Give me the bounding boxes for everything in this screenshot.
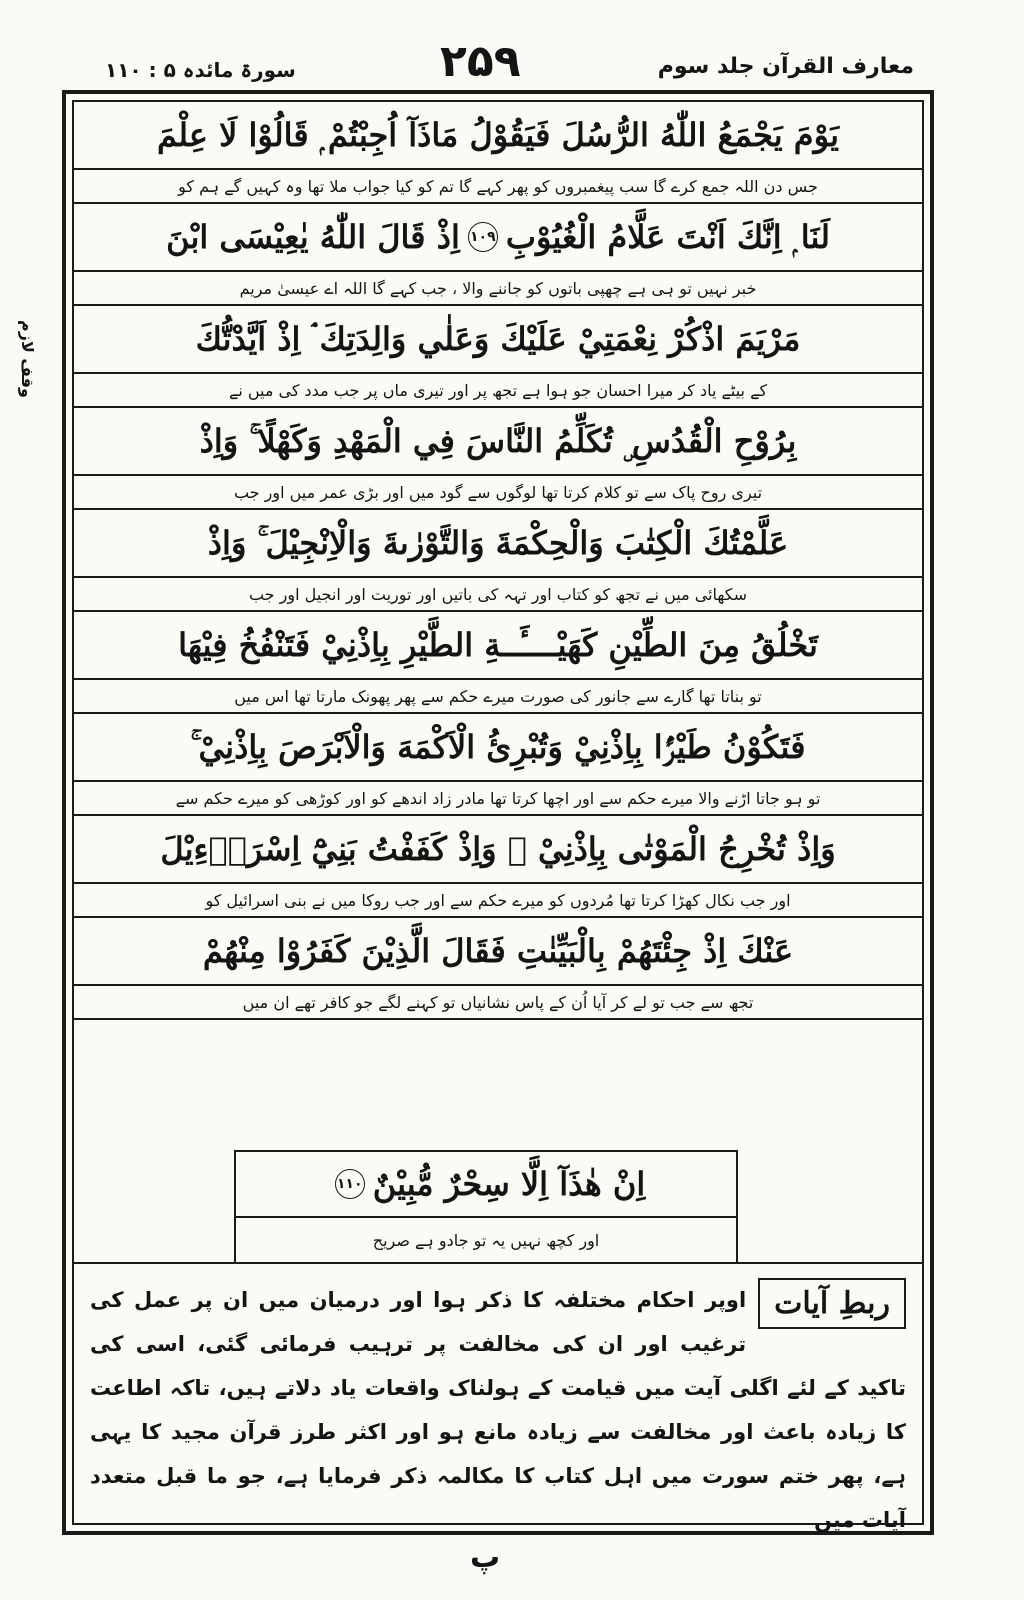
arabic-line: عَلَّمْتُكَ الْكِتٰبَ وَالْحِكْمَةَ وَالتَّوْرٰىةَ وَالْاِنْجِيْلَ ۚ وَاِذْ	[74, 510, 922, 578]
footer-mark: پ	[470, 1540, 501, 1575]
tafsir-paragraph: اوپر احکام مختلفہ کا ذکر ہوا اور درمیان میں ان پر عمل کی ترغیب اور ان کی مخالفت پر ترہیب فرمائی گئی، اسی کی تاکید کے لئے اگلی آیت میں قیامت کے ہولناک واقعات یاد دلاتے ہیں، تاکہ اطاعت کا زیادہ باعث اور مخالفت سے زیادہ مانع ہو اور اکثر طرز قرآن مجید کا یہی ہے، پھر ختم سورت میں اہل کتاب کا مکالمہ ذکر فرمایا ہے، جو ما قبل متعدد آیات میں	[90, 1288, 906, 1532]
translation-line: خبر نہیں تو ہی ہے چھپی باتوں کو جاننے والا ، جب کہے گا اللہ اے عیسیٰ مریم	[74, 272, 922, 306]
translation-line: تو بناتا تھا گارے سے جانور کی صورت میرے حکم سے پھر پھونک مارتا تھا اس میں	[74, 680, 922, 714]
inner-frame	[72, 100, 924, 1532]
page-number: ۲۵۹	[440, 36, 521, 87]
arabic-text: لَنَا ۭ اِنَّكَ اَنْتَ عَلَّامُ الْغُيُوْبِ	[505, 217, 830, 256]
verse-table	[74, 102, 922, 1146]
arabic-line: عَنْكَ اِذْ جِئْتَهُمْ بِالْبَيِّنٰتِ فَقَالَ الَّذِيْنَ كَفَرُوْا مِنْهُمْ	[74, 918, 922, 986]
translation-line: سکھائی میں نے تجھ کو کتاب اور تہہ کی باتیں اور توریت اور انجیل اور جب	[74, 578, 922, 612]
translation-line: تیری روح پاک سے تو کلام کرتا تھا لوگوں سے گود میں اور بڑی عمر میں اور جب	[74, 476, 922, 510]
section-divider	[74, 1262, 922, 1264]
arabic-text: اِذْ قَالَ اللّٰهُ يٰعِيْسَى ابْنَ	[166, 218, 460, 256]
translation-line: جس دن اللہ جمع کرے گا سب پیغمبروں کو پھر کہے گا تم کو کیا جواب ملا تھا وہ کہیں گے ہم کو	[74, 170, 922, 204]
text-frame	[62, 90, 934, 1535]
section-heading: ربطِ آیات	[758, 1278, 906, 1329]
arabic-line: يَوْمَ يَجْمَعُ اللّٰهُ الرُّسُلَ فَيَقُوْلُ مَاذَآ اُجِبْتُمْ ۭ قَالُوْا لَا عِلْمَ	[74, 102, 922, 170]
final-verse-box	[234, 1150, 738, 1264]
translation-line: کے بیٹے یاد کر میرا احسان جو ہوا ہے تجھ پر اور تیری ماں پر جب مدد کی میں نے	[74, 374, 922, 408]
surah-reference: سورۃ مائدہ ۵ : ۱۱۰	[105, 58, 296, 82]
arabic-line: وَاِذْ تُخْرِجُ الْمَوْتٰى بِاِذْنِيْ ۚ وَاِذْ كَفَفْتُ بَنِيْٓ اِسْرَاۗءِيْلَ	[74, 816, 922, 884]
arabic-text: اِنْ هٰذَآ اِلَّا سِحْرٌ مُّبِيْنٌ	[372, 1165, 646, 1203]
arabic-line	[74, 204, 922, 272]
ayah-number-marker: ۱۰۹	[468, 222, 498, 252]
translation-line: تجھ سے جب تو لے کر آیا اُن کے پاس نشانیاں تو کہنے لگے جو کافر تھے ان میں	[74, 986, 922, 1020]
tafsir-section	[90, 1278, 906, 1532]
translation-line: اور کچھ نہیں یہ تو جادو ہے صریح	[372, 1230, 600, 1250]
arabic-line: فَتَكُوْنُ طَيْرًۢا بِاِذْنِيْ وَتُبْرِئُ الْاَكْمَهَ وَالْاَبْرَصَ بِاِذْنِيْ ۚ	[74, 714, 922, 782]
page-header	[0, 28, 1024, 88]
arabic-line: تَخْلُقُ مِنَ الطِّيْنِ كَهَيْــــَٔــةِ الطَّيْرِ بِاِذْنِيْ فَتَنْفُخُ فِيْهَا	[74, 612, 922, 680]
translation-line: تو ہو جاتا اڑنے والا میرے حکم سے اور اچھا کرتا تھا مادر زاد اندھے کو اور کوڑھی کو میرے حکم سے	[74, 782, 922, 816]
translation-line: اور جب نکال کھڑا کرتا تھا مُردوں کو میرے حکم سے اور جب روکا میں نے بنی اسرائیل کو	[74, 884, 922, 918]
margin-note: وقف لازم	[18, 320, 37, 398]
book-title: معارف القرآن جلد سوم	[657, 54, 914, 79]
arabic-line: بِرُوْحِ الْقُدُسِ ۣ تُكَلِّمُ النَّاسَ فِي الْمَهْدِ وَكَهْلًا ۚ وَاِذْ	[74, 408, 922, 476]
arabic-line	[236, 1152, 736, 1218]
ayah-number-marker: ۱۱۰	[335, 1169, 365, 1199]
arabic-line: مَرْيَمَ اذْكُرْ نِعْمَتِيْ عَلَيْكَ وَعَلٰي وَالِدَتِكَ ۘ اِذْ اَيَّدْتُّكَ	[74, 306, 922, 374]
